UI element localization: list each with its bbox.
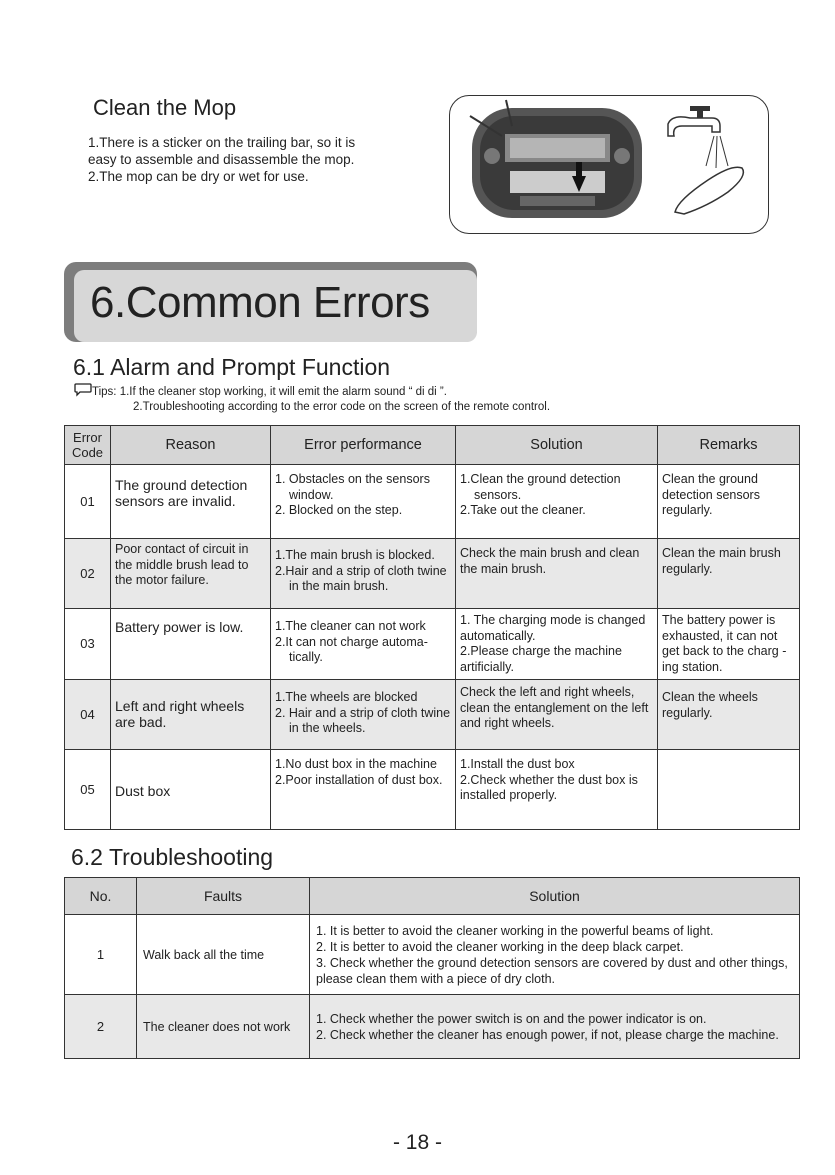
table-header-row [65, 426, 800, 465]
error-solution: 1. The charging mode is changed automatically. 2.Please charge the machine artificially. [456, 609, 658, 680]
tip-2: 2.Troubleshooting according to the error code on the screen of the remote control. [133, 401, 551, 413]
robot-and-mop-illustration [450, 96, 767, 232]
error-reason: The ground detection sensors are invalid. [111, 465, 271, 539]
table-row [65, 995, 800, 1059]
mop-line-1: 1.There is a sticker on the trailing bar, so it is [88, 135, 356, 150]
mop-section-title: Clean the Mop [93, 95, 237, 120]
error-remarks: The battery power is exhausted, it can not get back to the charg -ing station. [658, 609, 800, 680]
table-row [65, 465, 800, 539]
mop-line-2: easy to assemble and disassemble the mop. [88, 152, 355, 167]
table-row [65, 539, 800, 609]
mop-instructions [88, 134, 355, 185]
troubleshooting-table [64, 877, 800, 1059]
fault-number: 1 [65, 915, 137, 995]
table-row [65, 750, 800, 830]
error-reason: Left and right wheels are bad. [111, 680, 271, 750]
error-performance: 1.The main brush is blocked. 2.Hair and a strip of cloth twine in the main brush. [271, 539, 456, 609]
error-remarks: Clean the main brush regularly. [658, 539, 800, 609]
error-performance: 1. Obstacles on the sensors window. 2. Blocked on the step. [271, 465, 456, 539]
tip-1: 1.If the cleaner stop working, it will emit the alarm sound “ di di ”. [119, 386, 447, 398]
table-header-row [65, 878, 800, 915]
error-code: 01 [65, 465, 111, 539]
section-banner [64, 262, 477, 342]
header-no: No. [65, 878, 137, 915]
error-remarks [658, 750, 800, 830]
speech-bubble-icon [74, 383, 92, 397]
header-reason: Reason [111, 426, 271, 465]
mop-line-3: 2.The mop can be dry or wet for use. [88, 169, 309, 184]
error-remarks: Clean the ground detection sensors regularly. [658, 465, 800, 539]
table-row [65, 915, 800, 995]
fault-description: The cleaner does not work [137, 995, 310, 1059]
page-number: - 18 - [392, 1131, 442, 1154]
section-title: 6.Common Errors [90, 278, 430, 327]
header-solution: Solution [310, 878, 800, 915]
error-code: 05 [65, 750, 111, 830]
error-solution: Check the main brush and clean the main brush. [456, 539, 658, 609]
mop-illustration [449, 95, 769, 234]
troubleshooting-heading: 6.2 Troubleshooting [71, 844, 274, 870]
fault-solution: 1. Check whether the power switch is on and the power indicator is on. 2. Check whether the cleaner has enough power, if not, please charge the machine. [310, 995, 800, 1059]
header-solution: Solution [456, 426, 658, 465]
error-performance: 1.The cleaner can not work 2.It can not charge automa-tically. [271, 609, 456, 680]
fault-number: 2 [65, 995, 137, 1059]
fault-solution: 1. It is better to avoid the cleaner working in the powerful beams of light. 2. It is better to avoid the cleaner working in the deep black carpet. 3. Check whether the ground detection sensors are covered by dust and other things, please clean them with a piece of dry cloth. [310, 915, 800, 995]
error-code: 04 [65, 680, 111, 750]
error-performance: 1.The wheels are blocked 2. Hair and a strip of cloth twine in the wheels. [271, 680, 456, 750]
error-reason: Poor contact of circuit in the middle brush lead to the motor failure. [111, 539, 271, 609]
error-code: 03 [65, 609, 111, 680]
fault-description: Walk back all the time [137, 915, 310, 995]
error-code-table [64, 425, 800, 830]
header-faults: Faults [137, 878, 310, 915]
header-error-code: Error Code [65, 426, 111, 465]
alarm-heading: 6.1 Alarm and Prompt Function [73, 354, 391, 380]
table-row [65, 609, 800, 680]
header-remarks: Remarks [658, 426, 800, 465]
table-row [65, 680, 800, 750]
error-reason: Battery power is low. [111, 609, 271, 680]
error-solution: 1.Install the dust box 2.Check whether the dust box is installed properly. [456, 750, 658, 830]
header-performance: Error performance [271, 426, 456, 465]
error-performance: 1.No dust box in the machine 2.Poor installation of dust box. [271, 750, 456, 830]
error-solution: Check the left and right wheels, clean the entanglement on the left and right wheels. [456, 680, 658, 750]
error-code: 02 [65, 539, 111, 609]
tips-block [74, 383, 550, 415]
error-reason: Dust box [111, 750, 271, 830]
error-solution: 1.Clean the ground detection sensors. 2.Take out the cleaner. [456, 465, 658, 539]
tips-label: Tips: [92, 386, 120, 398]
error-remarks: Clean the wheels regularly. [658, 680, 800, 750]
